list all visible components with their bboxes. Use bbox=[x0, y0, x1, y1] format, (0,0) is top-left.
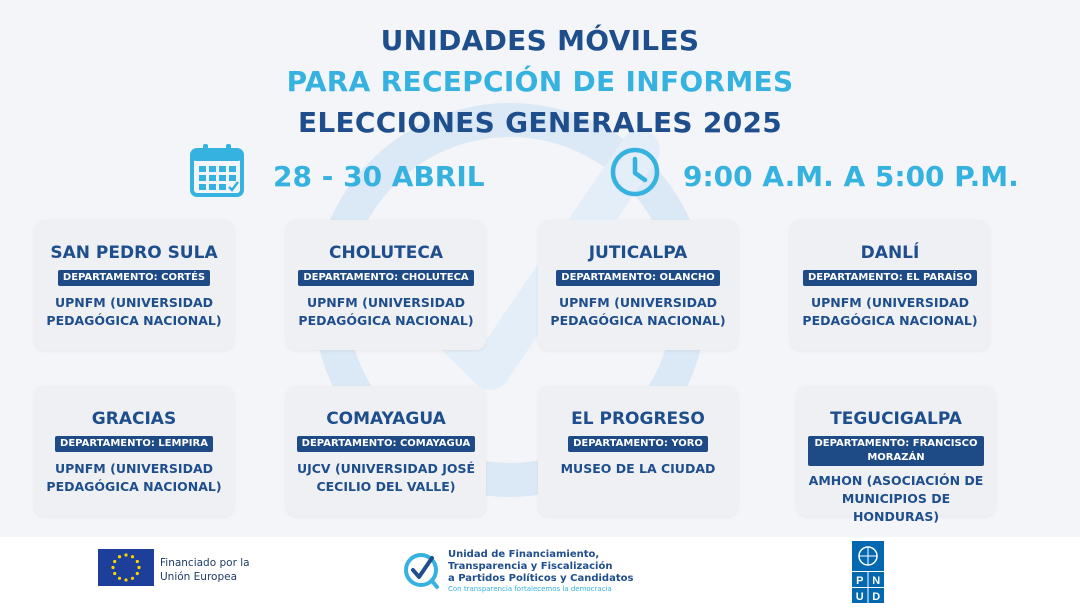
card-venue: UPNFM (UNIVERSIDAD PEDAGÓGICA NACIONAL) bbox=[802, 295, 978, 328]
card-city: JUTICALPA bbox=[588, 243, 688, 263]
ufi-slogan: Con transparencia fortalecemos la democracia bbox=[448, 585, 612, 593]
card-venue: UPNFM (UNIVERSIDAD PEDAGÓGICA NACIONAL) bbox=[298, 295, 474, 328]
ufi-name bbox=[448, 549, 633, 585]
location-card-el-progreso bbox=[538, 386, 738, 516]
card-city: SAN PEDRO SULA bbox=[50, 243, 218, 263]
department-badge: DEPARTAMENTO: CORTÉS bbox=[58, 270, 210, 286]
location-card-gracias bbox=[34, 386, 234, 516]
card-city: COMAYAGUA bbox=[326, 409, 446, 429]
event-hours: 9:00 A.M. A 5:00 P.M. bbox=[683, 160, 1019, 193]
department-badge: DEPARTAMENTO: COMAYAGUA bbox=[297, 436, 476, 452]
eu-text-line-2: Unión Europea bbox=[160, 571, 238, 583]
card-city: DANLÍ bbox=[860, 243, 920, 263]
card-venue: UPNFM (UNIVERSIDAD PEDAGÓGICA NACIONAL) bbox=[46, 461, 222, 494]
card-city: CHOLUTECA bbox=[328, 243, 444, 263]
ufi-line-2: Transparencia y Fiscalización bbox=[448, 561, 613, 572]
calendar-icon bbox=[189, 142, 245, 198]
department-badge: DEPARTAMENTO: LEMPIRA bbox=[55, 436, 213, 452]
location-card-san-pedro-sula bbox=[34, 220, 234, 350]
title-line-3: ELECCIONES GENERALES 2025 bbox=[297, 106, 783, 139]
card-city: EL PROGRESO bbox=[571, 409, 705, 429]
card-venue: UPNFM (UNIVERSIDAD PEDAGÓGICA NACIONAL) bbox=[550, 295, 726, 328]
undp-letter: N bbox=[872, 575, 881, 587]
department-badge: DEPARTAMENTO: CHOLUTECA bbox=[298, 270, 473, 286]
ufi-logo-icon bbox=[402, 550, 440, 590]
eu-flag-icon bbox=[98, 549, 154, 586]
card-venue: AMHON (ASOCIACIÓN DE MUNICIPIOS DE HONDURAS) bbox=[808, 473, 984, 524]
department-badge: DEPARTAMENTO: OLANCHO bbox=[556, 270, 719, 286]
department-badge: DEPARTAMENTO: EL PARAÍSO bbox=[803, 270, 977, 286]
location-card-danli bbox=[790, 220, 990, 350]
clock-icon bbox=[609, 146, 661, 198]
title-line-2: PARA RECEPCIÓN DE INFORMES bbox=[286, 65, 794, 98]
card-venue: UJCV (UNIVERSIDAD JOSÉ CECILIO DEL VALLE) bbox=[296, 461, 476, 494]
department-badge: DEPARTAMENTO: YORO bbox=[568, 436, 708, 452]
footer-bar bbox=[0, 537, 1080, 608]
card-venue: MUSEO DE LA CIUDAD bbox=[560, 461, 716, 476]
eu-funding-text bbox=[160, 556, 250, 584]
undp-letter: U bbox=[855, 591, 864, 603]
department-badge: DEPARTAMENTO: FRANCISCO MORAZÁN bbox=[808, 436, 984, 466]
card-venue: UPNFM (UNIVERSIDAD PEDAGÓGICA NACIONAL) bbox=[46, 295, 222, 328]
location-card-choluteca bbox=[286, 220, 486, 350]
undp-logo-icon bbox=[852, 541, 884, 603]
ufi-line-3: a Partidos Políticos y Candidatos bbox=[448, 573, 634, 584]
card-city: TEGUCIGALPA bbox=[830, 409, 962, 429]
eu-text-line-1: Financiado por la bbox=[160, 557, 250, 569]
location-card-tegucigalpa bbox=[796, 386, 996, 524]
undp-letter: P bbox=[856, 575, 864, 587]
event-dates: 28 - 30 ABRIL bbox=[273, 160, 485, 193]
location-card-juticalpa bbox=[538, 220, 738, 350]
undp-letter: D bbox=[872, 591, 881, 603]
ufi-line-1: Unidad de Financiamiento, bbox=[448, 549, 600, 560]
location-card-comayagua bbox=[286, 386, 486, 516]
title-line-1: UNIDADES MÓVILES bbox=[380, 24, 700, 57]
card-city: GRACIAS bbox=[91, 409, 177, 429]
